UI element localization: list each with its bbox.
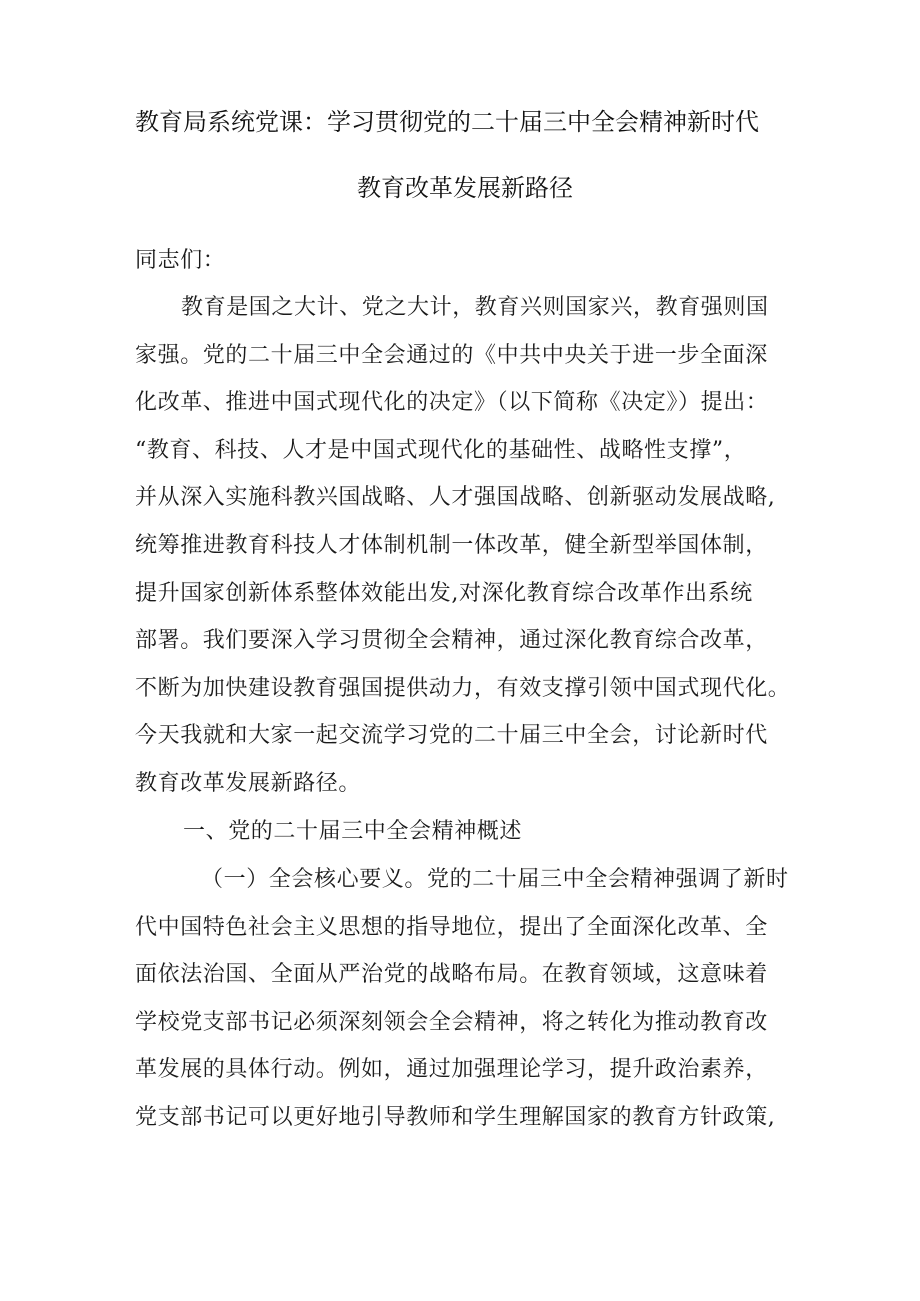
paragraph-line: 化改革、推进中国式现代化的决定》（以下简称《决定》）提出： bbox=[135, 390, 769, 416]
section-heading-text: 一、党的二十届三中全会精神概述 bbox=[183, 819, 523, 844]
paragraph-line: 教育改革发展新路径。 bbox=[135, 770, 362, 796]
paragraph-intro bbox=[135, 284, 800, 808]
paragraph-line: 革发展的具体行动。例如，通过加强理论学习，提升政治素养， bbox=[135, 1057, 768, 1083]
paragraph-line: 统筹推进教育科技人才体制机制一体改革，健全新型举国体制， bbox=[135, 532, 768, 558]
paragraph-line: 面依法治国、全面从严治党的战略布局。在教育领域，这意味着 bbox=[135, 962, 768, 988]
paragraph-line: 部署。我们要深入学习贯彻全会精神，通过深化教育综合改革， bbox=[135, 628, 768, 654]
paragraph-line: 党支部书记可以更好地引导教师和学生理解国家的教育方针政策, bbox=[135, 1104, 776, 1130]
paragraph-core-meaning bbox=[135, 856, 800, 1142]
paragraph-line: 学校党支部书记必须深刻领会全会精神，将之转化为推动教育改 bbox=[135, 1009, 768, 1035]
salutation bbox=[135, 237, 800, 285]
paragraph-line: 代中国特色社会主义思想的指导地位，提出了全面深化改革、全 bbox=[135, 914, 768, 940]
paragraph-line: 不断为加快建设教育强国提供动力，有效支撑引领中国式现代化。 bbox=[135, 675, 791, 701]
paragraph-line: 今天我就和大家一起交流学习党的二十届三中全会，讨论新时代 bbox=[135, 723, 768, 749]
paragraph-line: 家强。党的二十届三中全会通过的《中共中央关于进一步全面深 bbox=[135, 342, 768, 368]
paragraph-line: 提升国家创新体系整体效能出发,对深化教育综合改革作出系统 bbox=[135, 580, 753, 606]
paragraph-line: （一）全会核心要义。党的二十届三中全会精神强调了新时 bbox=[201, 867, 789, 892]
document-title-line-2: 教育改革发展新路径 bbox=[357, 174, 573, 202]
paragraph-line: 教育是国之大计、党之大计，教育兴则国家兴，教育强则国 bbox=[181, 295, 769, 320]
document-title-line-1: 教育局系统党课：学习贯彻党的二十届三中全会精神新时代 bbox=[135, 108, 759, 136]
paragraph-line: “教育、科技、人才是中国式现代化的基础性、战略性支撑”， bbox=[135, 437, 747, 463]
section-heading bbox=[135, 808, 800, 856]
salutation-text: 同志们： bbox=[135, 248, 226, 273]
paragraph-line: 并从深入实施科教兴国战略、人才强国战略、创新驱动发展战略, bbox=[135, 485, 776, 511]
